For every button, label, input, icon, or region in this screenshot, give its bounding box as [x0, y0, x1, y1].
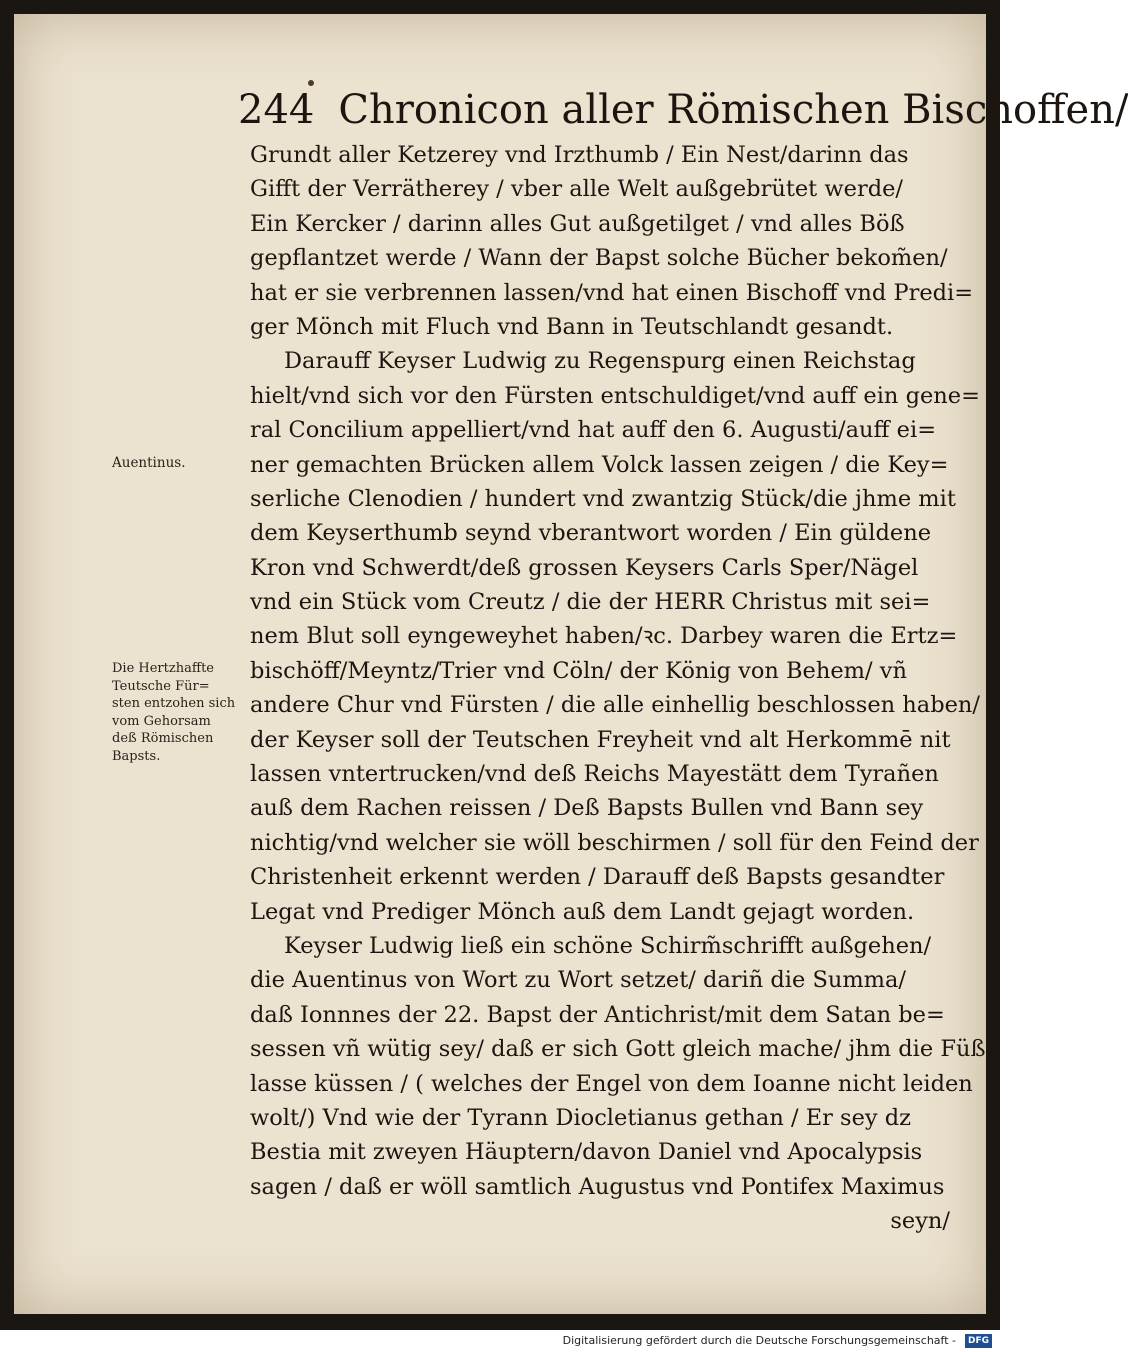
margin-note-aventinus: Auentinus.	[112, 455, 186, 471]
text-line: ral Concilium appelliert/vnd hat auff den 6. Augusti/auff ei=	[250, 417, 937, 444]
text-line: Kron vnd Schwerdt/deß grossen Keysers Carls Sper/Nägel	[250, 554, 919, 581]
text-line: Grundt aller Ketzerey vnd Irzthumb / Ein Nest/darinn das	[250, 142, 909, 168]
margin-note-fuersten	[112, 660, 252, 765]
page-number: 244	[238, 87, 315, 133]
text-line: vnd ein Stück vom Creutz / die der HERR Christus mit sei=	[250, 589, 931, 616]
text-line: lassen vntertrucken/vnd deß Reichs Mayestätt dem Tyrañen	[250, 761, 939, 788]
text-line: nichtig/vnd welcher sie wöll beschirmen / soll für den Feind der	[250, 829, 979, 856]
text-line: hielt/vnd sich vor den Fürsten entschuldiget/vnd auff ein gene=	[250, 382, 980, 409]
text-line: wolt/) Vnd wie der Tyrann Diocletianus gethan / Er sey dz	[250, 1104, 912, 1131]
text-line: Bestia mit zweyen Häuptern/davon Daniel vnd Apocalypsis	[250, 1139, 923, 1166]
text-line: Darauff Keyser Ludwig zu Regenspurg einen Reichstag	[284, 348, 916, 375]
margin-note-line: sten entzohen sich	[112, 696, 236, 711]
margin-note-line: vom Gehorsam	[112, 713, 211, 729]
text-line: ner gemachten Brücken allem Volck lassen zeigen / die Key=	[250, 451, 949, 478]
margin-note-line: Bapsts.	[112, 748, 161, 764]
footer-bar	[0, 1330, 1000, 1352]
text-line: sessen vñ wütig sey/ daß er sich Gott gleich mache/ jhm die Füß	[250, 1036, 986, 1063]
text-line: serliche Clenodien / hundert vnd zwantzig Stück/die jhme mit	[250, 485, 956, 512]
running-title: Chronicon aller Römischen Bischoffen/	[338, 87, 1128, 133]
text-line: hat er sie verbrennen lassen/vnd hat einen Bischoff vnd Predi=	[250, 279, 974, 306]
catchword: seyn/	[890, 1208, 950, 1235]
text-line: der Keyser soll der Teutschen Freyheit vnd alt Herkommē nit	[250, 726, 951, 753]
text-line: Keyser Ludwig ließ ein schöne Schirm̃schrifft außgehen/	[284, 932, 932, 959]
text-line: dem Keyserthumb seynd vberantwort worden / Ein güldene	[250, 520, 932, 547]
text-line: Gifft der Verrätherey / vber alle Welt außgebrütet werde/	[250, 176, 904, 203]
text-line: daß Ionnnes der 22. Bapst der Antichrist/mit dem Satan be=	[250, 1001, 945, 1028]
text-line: sagen / daß er wöll samtlich Augustus vnd Pontifex Maximus	[250, 1173, 945, 1200]
dfg-logo: DFG	[965, 1334, 992, 1348]
text-line: ger Mönch mit Fluch vnd Bann in Teutschlandt gesandt.	[250, 313, 894, 340]
text-line: andere Chur vnd Fürsten / die alle einhellig beschlossen haben/	[250, 692, 980, 719]
text-line: lasse küssen / ( welches der Engel von dem Ioanne nicht leiden	[250, 1070, 973, 1097]
margin-note-line: deß Römischen	[112, 731, 214, 746]
page-header	[238, 84, 1128, 136]
text-line: gepflantzet werde / Wann der Bapst solche Bücher bekom̃en/	[250, 245, 948, 272]
text-line: die Auentinus von Wort zu Wort setzet/ dariñ die Summa/	[250, 967, 907, 994]
funding-notice: Digitalisierung gefördert durch die Deutsche Forschungsgemeinschaft -	[562, 1334, 956, 1347]
body-text	[250, 138, 986, 1239]
margin-note-line: Teutsche Für=	[112, 678, 210, 694]
text-line: Legat vnd Prediger Mönch auß dem Landt gejagt worden.	[250, 898, 915, 925]
text-line: nem Blut soll eyngeweyhet haben/ꝛc. Darbey waren die Ertz=	[250, 623, 958, 650]
text-line: bischöff/Meyntz/Trier vnd Cöln/ der König von Behem/ vñ	[250, 657, 907, 684]
text-line: auß dem Rachen reissen / Deß Bapsts Bullen vnd Bann sey	[250, 795, 924, 822]
text-line: Ein Kercker / darinn alles Gut außgetilget / vnd alles Böß	[250, 210, 905, 237]
margin-note-line: Die Hertzhaffte	[112, 661, 215, 676]
text-line: Christenheit erkennt werden / Darauff deß Bapsts gesandter	[250, 864, 945, 891]
